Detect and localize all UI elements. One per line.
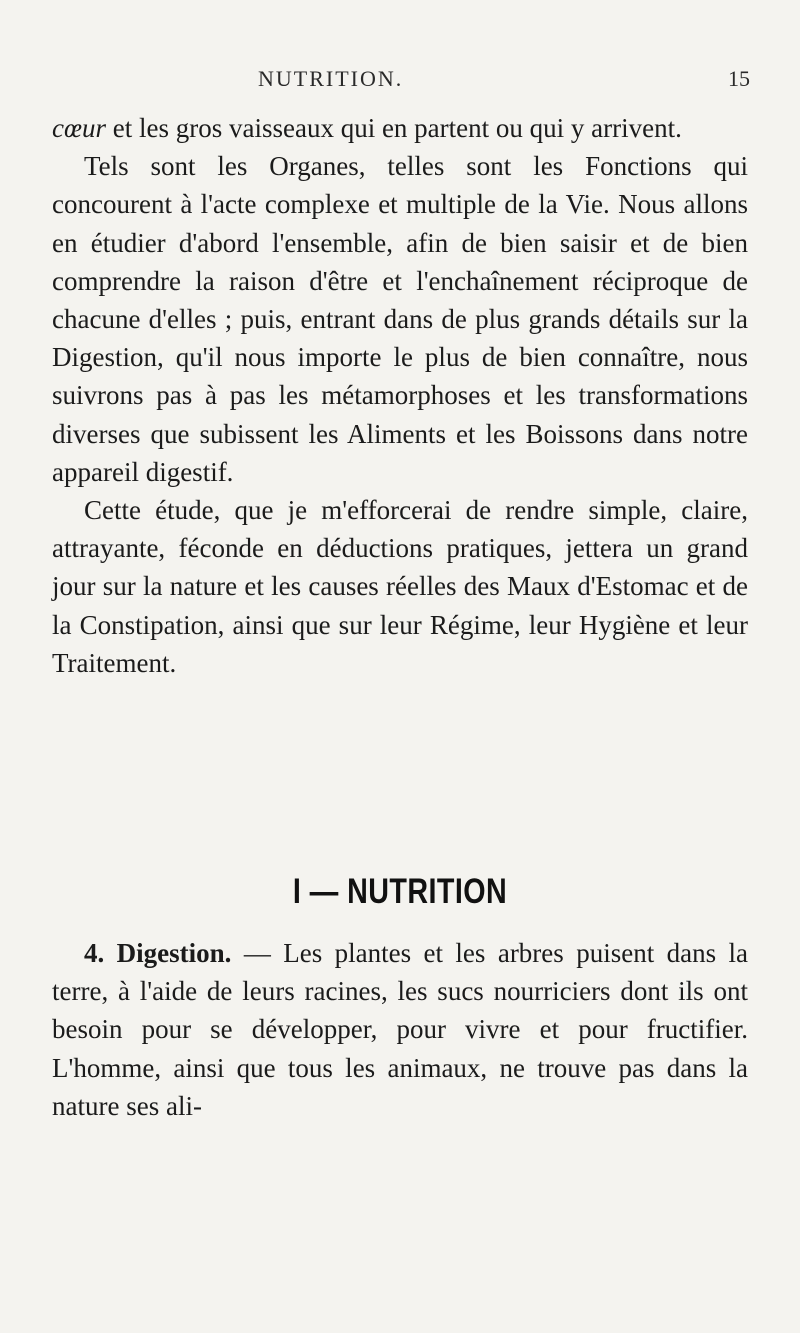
paragraph-study: Cette étude, que je m'efforcerai de rendre simple, claire, attrayante, féconde en déductions pratiques, jettera un grand jour sur la nature et les causes réelles des Maux d'Estomac et de la Constipation, ainsi que sur leur Régime, leur Hygiène et leur Traitement. [52,495,748,678]
running-head [0,66,800,96]
digestion-text: — Les plantes et les arbres puisent dans la terre, à l'aide de leurs racines, les sucs nourriciers dont ils ont besoin pour se développer, pour vivre et pour fructifier. L'homme, ainsi que tous les animaux, ne trouve pas dans la nature ses ali- [52,938,749,1121]
continuation-paragraph [52,109,748,147]
paragraph-digestion [52,934,748,1125]
continuation-text: et les gros vaisseaux qui en partent ou qui y arrivent. [106,113,682,143]
body-text-digestion [52,934,748,1125]
page-number: 15 [728,66,750,91]
article-heading: 4. Digestion. [84,938,232,968]
italic-word: cœur [52,113,106,143]
section-heading: I — NUTRITION [292,872,508,911]
body-text-top [52,109,748,682]
paragraph-organs-functions: Tels sont les Organes, telles sont les Fonctions qui concourent à l'acte complexe et multiple de la Vie. Nous allons en étudier d'abord l'ensemble, afin de bien saisir et de bien comprendre la raison d'être et l'enchaînement réciproque de chacune d'elles ; puis, entrant dans de plus grands détails sur la Digestion, qu'il nous importe le plus de bien connaître, nous suivrons pas à pas les métamorphoses et les transformations diverses que subissent les Aliments et les Boissons dans notre appareil digestif. [52,151,748,487]
running-title: NUTRITION. [258,66,404,91]
